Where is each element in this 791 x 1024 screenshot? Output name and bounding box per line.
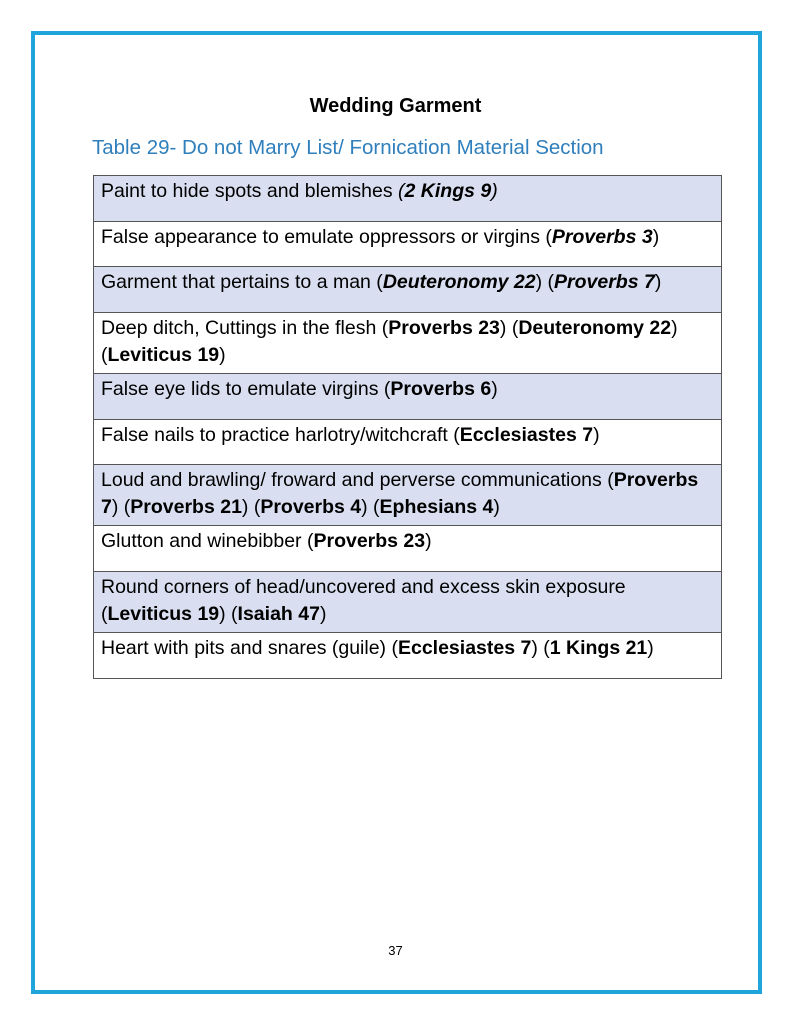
table-cell <box>94 420 722 465</box>
table-row <box>94 176 722 222</box>
scripture-reference: Proverbs 23 <box>388 317 500 339</box>
table-row <box>94 313 722 374</box>
cell-text: False appearance to emulate oppressors or virgins ( <box>101 226 552 248</box>
table-row <box>94 526 722 572</box>
scripture-reference: Ecclesiastes 7 <box>459 424 594 446</box>
scripture-reference: Proverbs 6 <box>390 378 492 400</box>
cell-text: Round corners of head/uncovered and excess skin exposure ( <box>101 576 626 625</box>
cell-text: ) <box>647 637 654 659</box>
table-row <box>94 374 722 420</box>
cell-text: ) <box>652 226 660 248</box>
cell-text: Loud and brawling/ froward and perverse communications ( <box>101 469 614 491</box>
page-heading: Wedding Garment <box>309 95 482 117</box>
scripture-reference: Deuteronomy 22 <box>518 317 672 339</box>
scripture-reference: Deuteronomy 22 <box>382 271 536 293</box>
table-row <box>94 267 722 313</box>
scripture-reference: Ecclesiastes 7 <box>397 637 532 659</box>
cell-text: ) ( <box>241 496 261 518</box>
scripture-reference: Proverbs 21 <box>130 496 242 518</box>
scripture-reference: Proverbs 7 <box>101 469 699 518</box>
cell-text: ) ( <box>499 317 519 339</box>
cell-text: ) ( <box>219 603 238 625</box>
cell-text: ) <box>491 378 498 400</box>
table-cell <box>94 633 722 679</box>
cell-text: ) <box>593 424 600 446</box>
cell-text: ) ( <box>535 271 555 293</box>
table-cell <box>94 526 722 572</box>
cell-text: ) <box>493 496 500 518</box>
cell-text: False nails to practice harlotry/witchcraft ( <box>101 424 460 446</box>
scripture-reference: Proverbs 3 <box>551 226 653 248</box>
cell-text: False eye lids to emulate virgins ( <box>101 378 391 400</box>
cell-text: ) <box>319 603 327 625</box>
cell-text: ) ( <box>111 496 131 518</box>
scripture-reference: Proverbs 23 <box>313 530 426 552</box>
cell-text: Paint to hide spots and blemishes <box>101 180 399 202</box>
table-cell <box>94 465 722 526</box>
table-cell <box>94 572 722 633</box>
cell-text: Deep ditch, Cuttings in the flesh ( <box>101 317 389 339</box>
scripture-reference: Proverbs 4 <box>260 496 362 518</box>
scripture-reference: 1 Kings 21 <box>549 637 648 659</box>
table-cell <box>94 374 722 420</box>
table-cell <box>94 267 722 313</box>
scripture-reference: Isaiah 47 <box>237 603 320 625</box>
cell-text: ) ( <box>101 317 678 366</box>
table-row <box>94 420 722 465</box>
table-row <box>94 465 722 526</box>
table-cell <box>94 222 722 267</box>
cell-text: ) ( <box>361 496 380 518</box>
cell-text: ) <box>654 271 662 293</box>
table-row <box>94 222 722 267</box>
table-row <box>94 633 722 679</box>
scripture-reference: Proverbs 7 <box>554 271 655 293</box>
scripture-reference: Leviticus 19 <box>107 603 220 625</box>
table-cell <box>94 176 722 222</box>
cell-text: Heart with pits and snares (guile) ( <box>101 637 398 659</box>
table-row <box>94 572 722 633</box>
do-not-marry-table <box>93 175 722 679</box>
cell-text: ) <box>425 530 432 552</box>
page-number: 37 <box>388 943 403 958</box>
table-caption: Table 29- Do not Marry List/ Fornication Material Section <box>92 136 604 159</box>
cell-text: ( <box>398 180 405 202</box>
cell-text: ) ( <box>531 637 550 659</box>
cell-text: ) <box>491 180 498 202</box>
scripture-reference: Ephesians 4 <box>379 496 494 518</box>
cell-text: Garment that pertains to a man ( <box>101 271 383 293</box>
scripture-reference: Leviticus 19 <box>107 344 220 366</box>
table-cell <box>94 313 722 374</box>
scripture-reference: 2 Kings 9 <box>404 180 492 202</box>
cell-text: ) <box>219 344 226 366</box>
cell-text: Glutton and winebibber ( <box>101 530 314 552</box>
